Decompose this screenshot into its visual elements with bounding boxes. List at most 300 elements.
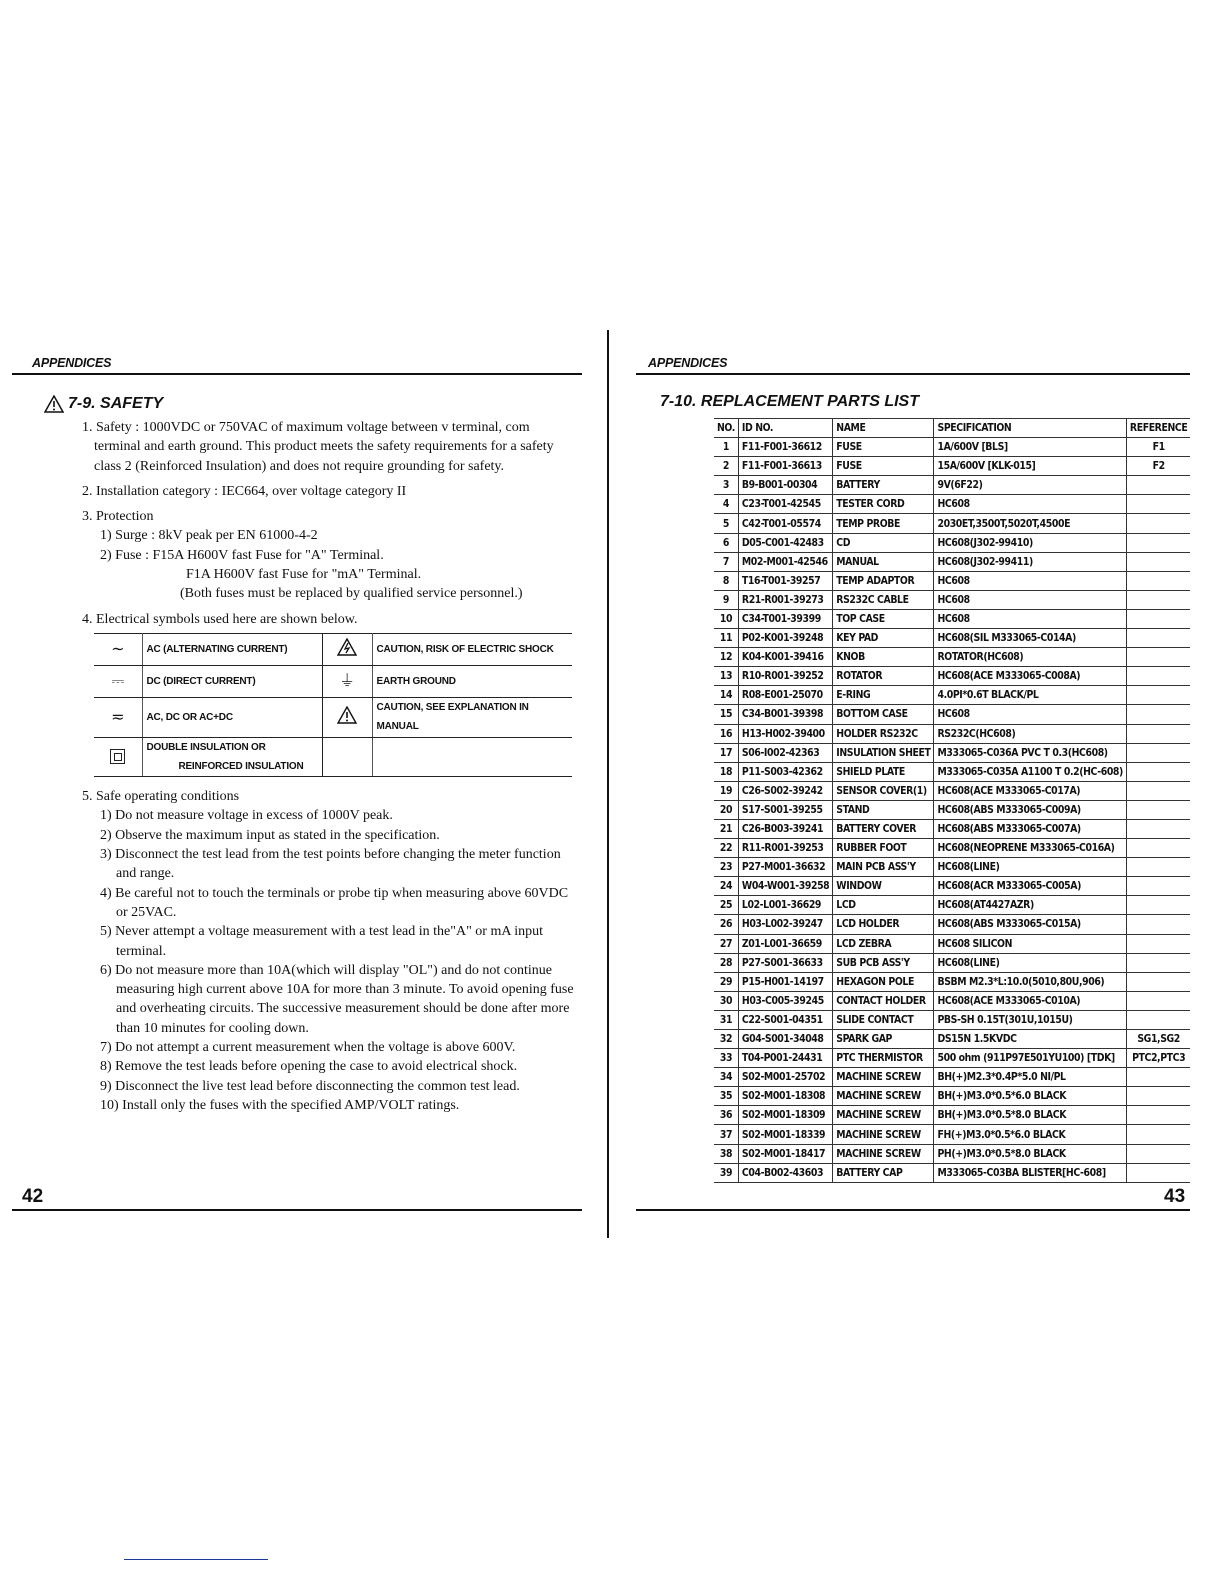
table-row <box>714 819 1190 838</box>
cell-reference <box>1126 1087 1190 1106</box>
table-row <box>714 533 1190 552</box>
column-header-reference: REFERENCE <box>1126 419 1190 438</box>
cell-specification: M333065-C035A A1100 T 0.2(HC-608) <box>934 762 1126 781</box>
page-number-left: 42 <box>22 1186 44 1207</box>
cell-reference <box>1126 1010 1190 1029</box>
cell-reference <box>1126 476 1190 495</box>
cell-name: E-RING <box>833 686 934 705</box>
cell-specification: HC608 <box>934 571 1126 590</box>
cell-specification: M333065-C036A PVC T 0.3(HC608) <box>934 743 1126 762</box>
table-row <box>714 896 1190 915</box>
cell-id-no: S17-S001-39255 <box>738 800 832 819</box>
cell-id-no: P27-M001-36632 <box>738 858 832 877</box>
table-row <box>714 915 1190 934</box>
cell-specification: PBS-SH 0.15T(301U,1015U) <box>934 1010 1126 1029</box>
cell-name: SPARK GAP <box>833 1030 934 1049</box>
cell-id-no: S02-M001-18308 <box>738 1087 832 1106</box>
cell-specification: HC608(ABS M333065-C015A) <box>934 915 1126 934</box>
cell-specification: BH(+)M2.3*0.4P*5.0 NI/PL <box>934 1068 1126 1087</box>
cell-reference: F2 <box>1126 457 1190 476</box>
cell-reference <box>1126 953 1190 972</box>
cell-name: INSULATION SHEET <box>833 743 934 762</box>
column-header-no: NO. <box>714 419 738 438</box>
safety-item-2: 2. Installation category : IEC664, over voltage category II <box>82 483 407 499</box>
cell-no: 3 <box>714 476 738 495</box>
table-row <box>714 514 1190 533</box>
cell-specification: HC608 <box>934 705 1126 724</box>
cell-no: 32 <box>714 1030 738 1049</box>
cell-specification: 2030ET,3500T,5020T,4500E <box>934 514 1126 533</box>
cell-reference <box>1126 724 1190 743</box>
cell-no: 14 <box>714 686 738 705</box>
safety-item-5 <box>82 787 577 1115</box>
safe-op-8: 8) Remove the test leads before opening the case to avoid electrical shock. <box>100 1059 518 1075</box>
cell-no: 28 <box>714 953 738 972</box>
cell-no: 4 <box>714 495 738 514</box>
page-number-right: 43 <box>1164 1186 1186 1207</box>
cell-name: SLIDE CONTACT <box>833 1010 934 1029</box>
earth-ground-icon: ⏚ <box>322 665 372 697</box>
cell-id-no: C34-B001-39398 <box>738 705 832 724</box>
cell-no: 19 <box>714 781 738 800</box>
cell-name: CD <box>833 533 934 552</box>
running-head-left: APPENDICES <box>12 355 582 375</box>
symbols-row <box>94 633 572 665</box>
symbols-row <box>94 697 572 737</box>
cell-specification: HC608(J302-99411) <box>934 552 1126 571</box>
cell-specification: BH(+)M3.0*0.5*6.0 BLACK <box>934 1087 1126 1106</box>
table-row <box>714 1144 1190 1163</box>
safe-op-1: 1) Do not measure voltage in excess of 1000V peak. <box>100 808 393 824</box>
cell-reference: F1 <box>1126 438 1190 457</box>
cell-reference <box>1126 552 1190 571</box>
section-title-safety <box>44 395 163 413</box>
safe-operating-heading: 5. Safe operating conditions <box>82 789 240 805</box>
cell-reference <box>1126 781 1190 800</box>
cell-name: TEMP ADAPTOR <box>833 571 934 590</box>
footer-rule-left <box>12 1209 582 1211</box>
cell-no: 1 <box>714 438 738 457</box>
cell-reference <box>1126 743 1190 762</box>
table-row <box>714 743 1190 762</box>
cell-specification: HC608(NEOPRENE M333065-C016A) <box>934 839 1126 858</box>
safe-op-2: 2) Observe the maximum input as stated in the specification. <box>100 827 440 843</box>
table-row <box>714 877 1190 896</box>
cell-reference <box>1126 1106 1190 1125</box>
cell-no: 33 <box>714 1049 738 1068</box>
cell-name: KNOB <box>833 648 934 667</box>
cell-no: 31 <box>714 1010 738 1029</box>
cell-id-no: C34-T001-39399 <box>738 609 832 628</box>
cell-name: BATTERY COVER <box>833 819 934 838</box>
cell-id-no: K04-K001-39416 <box>738 648 832 667</box>
cell-reference <box>1126 609 1190 628</box>
ac-icon: ∼ <box>94 633 142 665</box>
cell-name: RUBBER FOOT <box>833 839 934 858</box>
cell-no: 34 <box>714 1068 738 1087</box>
cell-reference <box>1126 858 1190 877</box>
table-row <box>714 1125 1190 1144</box>
table-row <box>714 1049 1190 1068</box>
column-header-specification: SPECIFICATION <box>934 419 1126 438</box>
symbols-row <box>94 737 572 777</box>
page-left <box>12 355 582 1235</box>
table-row <box>714 858 1190 877</box>
cell-id-no: S02-M001-25702 <box>738 1068 832 1087</box>
safe-op-7: 7) Do not attempt a current measurement when the voltage is above 600V. <box>100 1040 516 1056</box>
cell-reference <box>1126 839 1190 858</box>
cell-reference <box>1126 819 1190 838</box>
table-row <box>714 609 1190 628</box>
protection-fuse-ma: F1A H600V fast Fuse for "mA" Terminal. <box>186 567 422 583</box>
parts-table-body <box>714 438 1190 1183</box>
warning-triangle-icon <box>44 395 64 413</box>
cell-specification: BH(+)M3.0*0.5*8.0 BLACK <box>934 1106 1126 1125</box>
cell-reference <box>1126 571 1190 590</box>
symbol-label-double <box>142 737 322 777</box>
cell-no: 6 <box>714 533 738 552</box>
cell-id-no: S06-I002-42363 <box>738 743 832 762</box>
cell-specification: DS15N 1.5KVDC <box>934 1030 1126 1049</box>
safe-op-5: 5) Never attempt a voltage measurement with a test lead in the"A" or mA input terminal. <box>100 924 543 959</box>
cell-specification: BSBM M2.3*L:10.0(5010,80U,906) <box>934 972 1126 991</box>
symbol-label-dc: DC (DIRECT CURRENT) <box>142 665 322 697</box>
cell-reference <box>1126 667 1190 686</box>
cell-name: STAND <box>833 800 934 819</box>
cell-no: 23 <box>714 858 738 877</box>
cell-reference <box>1126 972 1190 991</box>
cell-reference <box>1126 762 1190 781</box>
cell-reference <box>1126 896 1190 915</box>
cell-reference <box>1126 934 1190 953</box>
cell-specification: FH(+)M3.0*0.5*6.0 BLACK <box>934 1125 1126 1144</box>
cell-name: SHIELD PLATE <box>833 762 934 781</box>
cell-id-no: B9-B001-00304 <box>738 476 832 495</box>
cell-no: 5 <box>714 514 738 533</box>
table-row <box>714 1010 1190 1029</box>
cell-specification: 4.0PI*0.6T BLACK/PL <box>934 686 1126 705</box>
cell-id-no: F11-F001-36613 <box>738 457 832 476</box>
table-row <box>714 705 1190 724</box>
ac-dc-icon: ≂ <box>94 697 142 737</box>
cell-no: 38 <box>714 1144 738 1163</box>
cell-specification: HC608(LINE) <box>934 858 1126 877</box>
cell-id-no: P11-S003-42362 <box>738 762 832 781</box>
table-row <box>714 1106 1190 1125</box>
cell-no: 2 <box>714 457 738 476</box>
cell-reference <box>1126 686 1190 705</box>
table-row <box>714 762 1190 781</box>
cell-reference <box>1126 1125 1190 1144</box>
safe-op-3: 3) Disconnect the test lead from the test points before changing the meter function and range. <box>100 847 561 882</box>
cell-name: LCD <box>833 896 934 915</box>
cell-name: WINDOW <box>833 877 934 896</box>
cell-name: LCD ZEBRA <box>833 934 934 953</box>
table-header-row <box>714 419 1190 438</box>
cell-id-no: S02-M001-18309 <box>738 1106 832 1125</box>
cell-name: MACHINE SCREW <box>833 1125 934 1144</box>
electrical-symbols-table <box>94 633 572 777</box>
cell-name: MACHINE SCREW <box>833 1087 934 1106</box>
cell-id-no: R11-R001-39253 <box>738 839 832 858</box>
double-insulation-line-2: REINFORCED INSULATION <box>178 760 304 772</box>
cell-no: 24 <box>714 877 738 896</box>
cell-name: MAIN PCB ASS'Y <box>833 858 934 877</box>
cell-id-no: G04-S001-34048 <box>738 1030 832 1049</box>
running-head-right: APPENDICES <box>636 355 1190 375</box>
cell-specification: HC608(ACE M333065-C010A) <box>934 991 1126 1010</box>
cell-name: HOLDER RS232C <box>833 724 934 743</box>
cell-id-no: C22-S001-04351 <box>738 1010 832 1029</box>
cell-no: 20 <box>714 800 738 819</box>
table-row <box>714 686 1190 705</box>
cell-id-no: C42-T001-05574 <box>738 514 832 533</box>
cell-specification: HC608 SILICON <box>934 934 1126 953</box>
cell-specification: HC608(ABS M333065-C007A) <box>934 819 1126 838</box>
cell-id-no: P27-S001-36633 <box>738 953 832 972</box>
cell-name: BATTERY <box>833 476 934 495</box>
cell-name: BATTERY CAP <box>833 1163 934 1182</box>
table-row <box>714 724 1190 743</box>
cell-specification: HC608(ACE M333065-C008A) <box>934 667 1126 686</box>
cell-id-no: D05-C001-42483 <box>738 533 832 552</box>
symbol-label-ac: AC (ALTERNATING CURRENT) <box>142 633 322 665</box>
cell-name: ROTATOR <box>833 667 934 686</box>
column-header-id: ID NO. <box>738 419 832 438</box>
cell-reference <box>1126 915 1190 934</box>
table-row <box>714 934 1190 953</box>
protection-heading: 3. Protection <box>82 509 154 525</box>
cell-no: 21 <box>714 819 738 838</box>
cell-name: SENSOR COVER(1) <box>833 781 934 800</box>
cell-no: 22 <box>714 839 738 858</box>
cell-id-no: W04-W001-39258 <box>738 877 832 896</box>
safe-op-6: 6) Do not measure more than 10A(which will display "OL") and do not continue measuring high current above 10A for more than 3 minute. To avoid opening fuse and overheating circuits. The successive measurement should be done after more than 10 minutes for cooling down. <box>100 962 574 1036</box>
cell-reference <box>1126 1068 1190 1087</box>
table-row <box>714 629 1190 648</box>
cell-reference: PTC2,PTC3 <box>1126 1049 1190 1068</box>
cell-no: 13 <box>714 667 738 686</box>
symbol-label-caution-shock: CAUTION, RISK OF ELECTRIC SHOCK <box>372 633 572 665</box>
table-row <box>714 590 1190 609</box>
table-row <box>714 667 1190 686</box>
cell-name: MACHINE SCREW <box>833 1068 934 1087</box>
cell-no: 12 <box>714 648 738 667</box>
symbol-label-caution-manual: CAUTION, SEE EXPLANATION IN MANUAL <box>372 697 572 737</box>
cell-name: TEMP PROBE <box>833 514 934 533</box>
cell-name: MACHINE SCREW <box>833 1106 934 1125</box>
cell-no: 11 <box>714 629 738 648</box>
cell-name: TOP CASE <box>833 609 934 628</box>
table-row <box>714 571 1190 590</box>
cell-no: 30 <box>714 991 738 1010</box>
cell-id-no: C23-T001-42545 <box>738 495 832 514</box>
cell-reference <box>1126 629 1190 648</box>
symbol-label-earth: EARTH GROUND <box>372 665 572 697</box>
table-row <box>714 800 1190 819</box>
cell-specification: HC608(ACE M333065-C017A) <box>934 781 1126 800</box>
column-header-name: NAME <box>833 419 934 438</box>
cell-specification: HC608(ABS M333065-C009A) <box>934 800 1126 819</box>
cell-reference: SG1,SG2 <box>1126 1030 1190 1049</box>
cell-no: 25 <box>714 896 738 915</box>
cell-specification: ROTATOR(HC608) <box>934 648 1126 667</box>
cell-no: 18 <box>714 762 738 781</box>
gutter-divider <box>607 330 609 1238</box>
table-row <box>714 1163 1190 1182</box>
cell-reference <box>1126 877 1190 896</box>
table-row <box>714 648 1190 667</box>
caution-shock-icon <box>322 633 372 665</box>
caution-manual-icon <box>322 697 372 737</box>
cell-reference <box>1126 991 1190 1010</box>
symbol-label-ac-dc: AC, DC OR AC+DC <box>142 697 322 737</box>
cell-id-no: R08-E001-25070 <box>738 686 832 705</box>
dc-icon: ⎓ <box>94 665 142 697</box>
cell-reference <box>1126 533 1190 552</box>
cell-no: 37 <box>714 1125 738 1144</box>
cell-specification: HC608(AT4427AZR) <box>934 896 1126 915</box>
cell-no: 29 <box>714 972 738 991</box>
cell-specification: M333065-C03BA BLISTER[HC-608] <box>934 1163 1126 1182</box>
cell-id-no: S02-M001-18339 <box>738 1125 832 1144</box>
empty-label-cell <box>372 737 572 777</box>
safety-body <box>82 418 577 1121</box>
section-title-parts: 7-10. REPLACEMENT PARTS LIST <box>660 393 919 410</box>
bottom-blue-line <box>124 1559 268 1560</box>
cell-name: LCD HOLDER <box>833 915 934 934</box>
cell-id-no: S02-M001-18417 <box>738 1144 832 1163</box>
cell-reference <box>1126 514 1190 533</box>
cell-no: 26 <box>714 915 738 934</box>
cell-specification: HC608 <box>934 609 1126 628</box>
replacement-parts-table <box>714 418 1190 1183</box>
cell-no: 7 <box>714 552 738 571</box>
cell-reference <box>1126 1163 1190 1182</box>
cell-no: 27 <box>714 934 738 953</box>
cell-id-no: M02-M001-42546 <box>738 552 832 571</box>
cell-no: 39 <box>714 1163 738 1182</box>
cell-no: 35 <box>714 1087 738 1106</box>
cell-id-no: H13-H002-39400 <box>738 724 832 743</box>
cell-specification: HC608 <box>934 590 1126 609</box>
cell-id-no: C04-B002-43603 <box>738 1163 832 1182</box>
cell-no: 17 <box>714 743 738 762</box>
cell-id-no: T04-P001-24431 <box>738 1049 832 1068</box>
cell-reference <box>1126 648 1190 667</box>
cell-reference <box>1126 590 1190 609</box>
cell-specification: 15A/600V [KLK-015] <box>934 457 1126 476</box>
table-row <box>714 991 1190 1010</box>
cell-name: CONTACT HOLDER <box>833 991 934 1010</box>
cell-id-no: H03-L002-39247 <box>738 915 832 934</box>
cell-name: BOTTOM CASE <box>833 705 934 724</box>
safety-item-1: 1. Safety : 1000VDC or 750VAC of maximum voltage between v terminal, com terminal and earth ground. This product meets the safety requirements for a safety class 2 (Reinforced Insulation) and does not require grounding for safety. <box>82 420 554 474</box>
cell-no: 10 <box>714 609 738 628</box>
cell-no: 8 <box>714 571 738 590</box>
safe-op-4: 4) Be careful not to touch the terminals or probe tip when measuring above 60VDC or 25VAC. <box>100 885 569 920</box>
cell-name: HEXAGON POLE <box>833 972 934 991</box>
cell-id-no: C26-S002-39242 <box>738 781 832 800</box>
cell-no: 9 <box>714 590 738 609</box>
cell-name: SUB PCB ASS'Y <box>833 953 934 972</box>
cell-reference <box>1126 800 1190 819</box>
safe-op-9: 9) Disconnect the live test lead before disconnecting the common test lead. <box>100 1078 520 1094</box>
cell-name: KEY PAD <box>833 629 934 648</box>
table-row <box>714 953 1190 972</box>
table-row <box>714 1068 1190 1087</box>
cell-name: FUSE <box>833 457 934 476</box>
double-insulation-icon <box>94 737 142 777</box>
cell-id-no: T16-T001-39257 <box>738 571 832 590</box>
footer-rule-right <box>636 1209 1190 1211</box>
cell-reference <box>1126 1144 1190 1163</box>
cell-specification: HC608 <box>934 495 1126 514</box>
section-title-text: 7-9. SAFETY <box>68 395 164 412</box>
table-row <box>714 476 1190 495</box>
cell-id-no: P02-K001-39248 <box>738 629 832 648</box>
cell-specification: RS232C(HC608) <box>934 724 1126 743</box>
cell-id-no: R21-R001-39273 <box>738 590 832 609</box>
cell-name: RS232C CABLE <box>833 590 934 609</box>
page-right <box>636 355 1190 1235</box>
cell-specification: 9V(6F22) <box>934 476 1126 495</box>
table-row <box>714 839 1190 858</box>
cell-specification: HC608(LINE) <box>934 953 1126 972</box>
table-row <box>714 972 1190 991</box>
cell-name: PTC THERMISTOR <box>833 1049 934 1068</box>
cell-id-no: L02-L001-36629 <box>738 896 832 915</box>
cell-specification: HC608(SIL M333065-C014A) <box>934 629 1126 648</box>
protection-surge: 1) Surge : 8kV peak per EN 61000-4-2 <box>100 528 318 544</box>
cell-id-no: Z01-L001-36659 <box>738 934 832 953</box>
cell-name: FUSE <box>833 438 934 457</box>
protection-fuse-note: (Both fuses must be replaced by qualified service personnel.) <box>180 586 523 602</box>
cell-specification: 500 ohm (911P97E501YU100) [TDK] <box>934 1049 1126 1068</box>
table-row <box>714 552 1190 571</box>
cell-id-no: F11-F001-36612 <box>738 438 832 457</box>
cell-id-no: C26-B003-39241 <box>738 819 832 838</box>
table-row <box>714 457 1190 476</box>
safety-item-4: 4. Electrical symbols used here are shown below. <box>82 611 358 627</box>
cell-specification: HC608(ACR M333065-C005A) <box>934 877 1126 896</box>
cell-specification: HC608(J302-99410) <box>934 533 1126 552</box>
cell-name: TESTER CORD <box>833 495 934 514</box>
safety-item-3 <box>82 507 577 603</box>
cell-no: 15 <box>714 705 738 724</box>
safe-op-10: 10) Install only the fuses with the specified AMP/VOLT ratings. <box>100 1097 460 1113</box>
table-row <box>714 1087 1190 1106</box>
cell-id-no: H03-C005-39245 <box>738 991 832 1010</box>
cell-specification: 1A/600V [BLS] <box>934 438 1126 457</box>
table-row <box>714 495 1190 514</box>
cell-id-no: R10-R001-39252 <box>738 667 832 686</box>
cell-name: MACHINE SCREW <box>833 1144 934 1163</box>
cell-id-no: P15-H001-14197 <box>738 972 832 991</box>
symbols-row <box>94 665 572 697</box>
table-row <box>714 781 1190 800</box>
cell-no: 16 <box>714 724 738 743</box>
cell-no: 36 <box>714 1106 738 1125</box>
cell-specification: PH(+)M3.0*0.5*8.0 BLACK <box>934 1144 1126 1163</box>
double-insulation-line-1: DOUBLE INSULATION OR <box>146 741 266 753</box>
cell-reference <box>1126 495 1190 514</box>
table-row <box>714 438 1190 457</box>
cell-reference <box>1126 705 1190 724</box>
table-row <box>714 1030 1190 1049</box>
protection-fuse: 2) Fuse : F15A H600V fast Fuse for "A" Terminal. <box>100 547 384 563</box>
cell-name: MANUAL <box>833 552 934 571</box>
